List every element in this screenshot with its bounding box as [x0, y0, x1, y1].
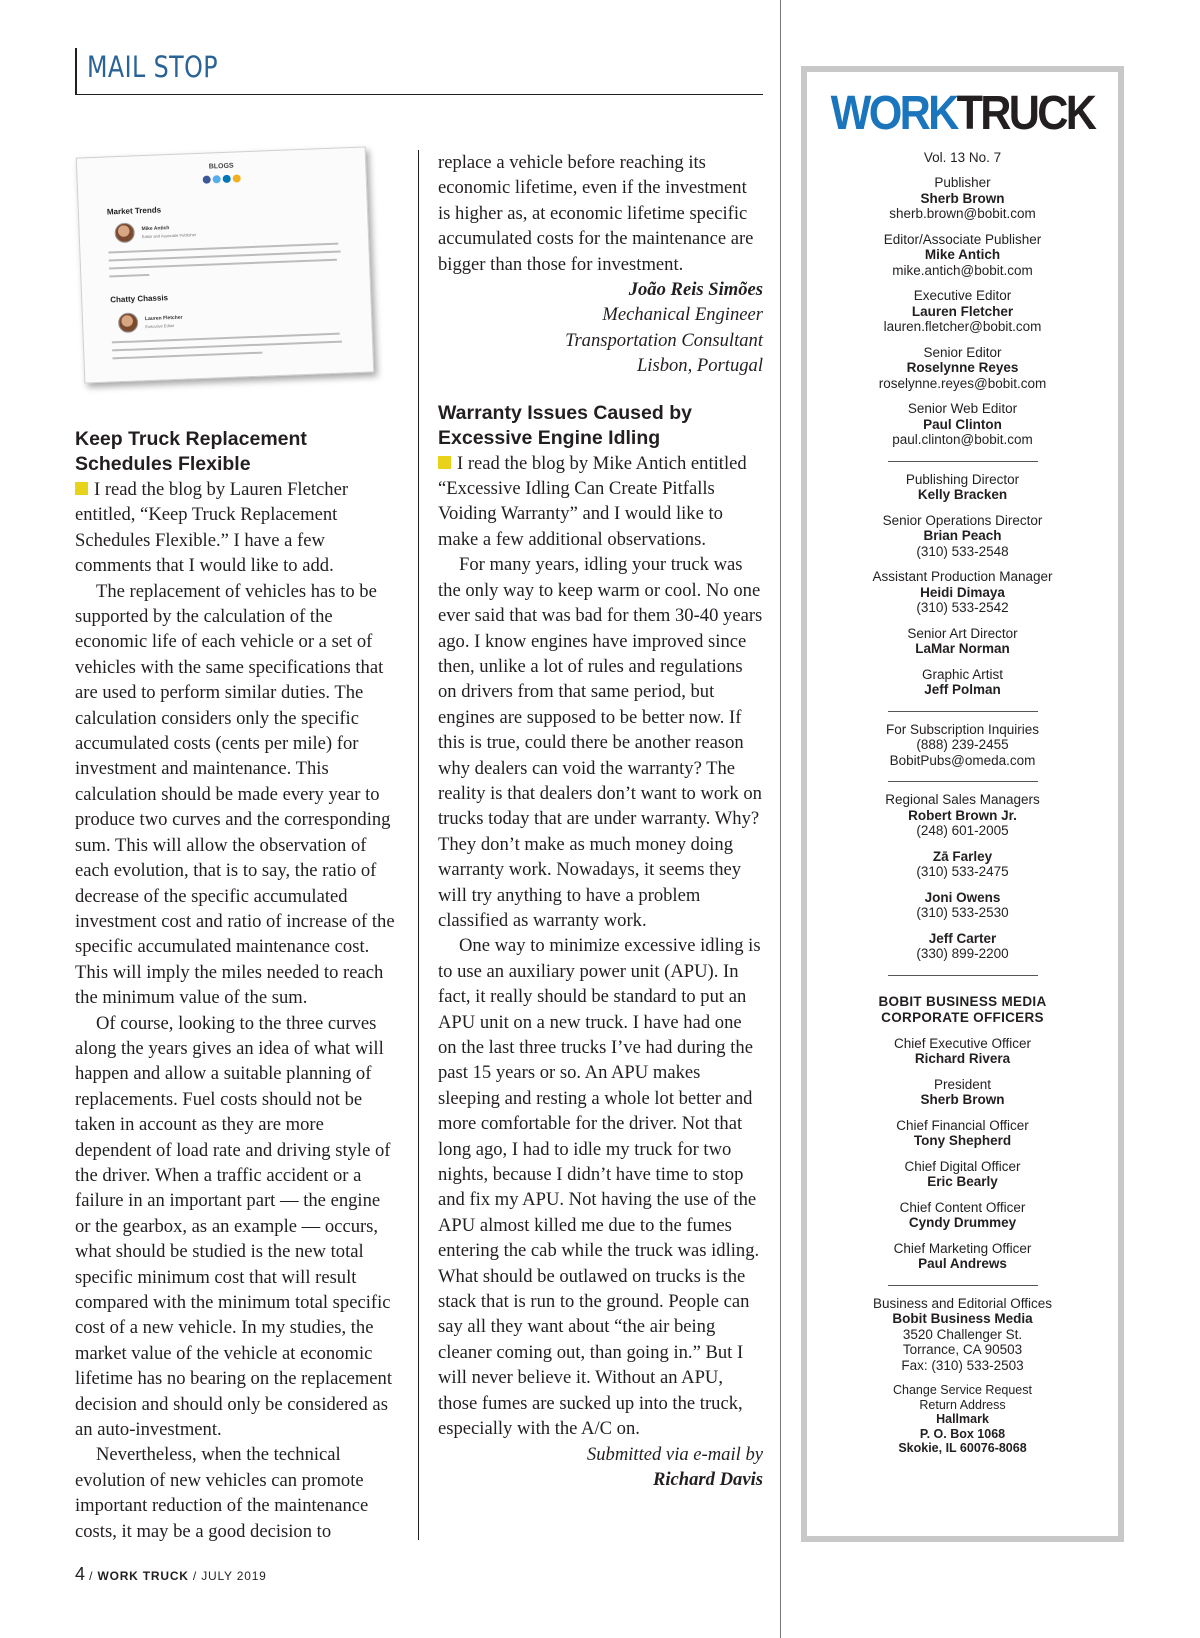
staff-entry: Senior Web Editor Paul Clinton paul.clinton@bobit.com: [892, 401, 1033, 447]
facebook-icon: [203, 175, 211, 183]
column-divider: [418, 150, 419, 1540]
subscription-info: For Subscription Inquiries (888) 239-2455 BobitPubs@omeda.com: [885, 721, 1040, 768]
staff-entry: Joni Owens (310) 533-2530: [916, 889, 1009, 920]
staff-entry: Chief Marketing Officer Paul Andrews: [893, 1240, 1032, 1271]
issue-date: JULY 2019: [201, 1569, 267, 1583]
staff-entry: Senior Art Director LaMar Norman: [907, 625, 1018, 656]
letter1-paragraph: Nevertheless, when the technical evolution of new vehicles can promote important reduction of the maintenance costs, it may be a good decision to: [75, 1444, 369, 1542]
thumb-blog1-author: Mike Antich: [141, 225, 170, 233]
staff-group-editorial: [807, 175, 1118, 448]
divider: [888, 975, 1038, 976]
thumb-blog2-title: Chatty Chassis: [110, 293, 169, 305]
staff-entry: Chief Content Officer Cyndy Drummey: [899, 1199, 1026, 1230]
linkedin-icon: [223, 175, 231, 183]
staff-entry: Senior Editor Roselynne Reyes roselynne.reyes@bobit.com: [878, 344, 1047, 391]
divider: [888, 711, 1038, 712]
divider: [888, 781, 1038, 782]
thumb-blog2-author: Lauren Fletcher: [144, 314, 183, 323]
staff-group-production: [807, 472, 1118, 698]
yellow-square-icon: [75, 482, 88, 495]
letter1-column: [75, 427, 397, 1544]
section-title: MAIL STOP: [87, 50, 218, 84]
letter1-signature: João Reis Simões Mechanical Engineer Transportation Consultant Lisbon, Portugal: [565, 279, 763, 377]
business-offices: Business and Editorial Offices Bobit Business Media 3520 Challenger St. Torrance, CA 90503 Fax: (310) 533-2503: [872, 1295, 1053, 1373]
staff-entry: Zā Farley (310) 533-2475: [916, 848, 1009, 879]
page-footer: 4 / WORK TRUCK / JULY 2019: [75, 1564, 267, 1584]
avatar: [118, 312, 139, 333]
header-accent-bar: [75, 48, 77, 94]
staff-entry: Assistant Production Manager Heidi Dimaya (310) 533-2542: [872, 569, 1053, 615]
staff-entry: Executive Editor Lauren Fletcher lauren.fletcher@bobit.com: [883, 288, 1042, 334]
text-line: [109, 274, 149, 278]
letter2-headline: Warranty Issues Caused by Excessive Engine Idling: [438, 401, 692, 449]
masthead-box: [801, 66, 1124, 1542]
blog-screenshot-thumbnail: [76, 147, 374, 384]
social-icons: [203, 174, 241, 183]
letter2-signature: Submitted via e-mail by Richard Davis: [586, 1443, 763, 1490]
sales-managers: [807, 792, 1118, 962]
letter1-paragraph: I read the blog by Lauren Fletcher entitled, “Keep Truck Replacement Schedules Flexible.” I have a few comments that I would like to add.: [75, 479, 349, 577]
corporate-officers: [807, 1036, 1118, 1272]
text-line: [112, 352, 262, 360]
text-line: [112, 341, 342, 352]
staff-entry: Regional Sales Managers Robert Brown Jr. (248) 601-2005: [885, 792, 1040, 838]
divider: [888, 461, 1038, 462]
staff-entry: Publishing Director Kelly Bracken: [905, 471, 1020, 502]
letter2-paragraph: I read the blog by Mike Antich entitled “Excessive Idling Can Create Pitfalls Voiding Warranty” and I would like to make a few additional observations.: [438, 452, 747, 550]
thumb-blog1-title: Market Trends: [106, 205, 162, 217]
divider: [888, 1285, 1038, 1286]
thumb-blog2-role: Executive Editor: [145, 322, 175, 330]
staff-entry: Jeff Carter (330) 899-2200: [916, 930, 1009, 961]
letter1-body: [75, 477, 397, 1544]
return-address: Change Service Request Return Address Hallmark P. O. Box 1068 Skokie, IL 60076-8068: [893, 1383, 1032, 1455]
page-number: 4: [75, 1564, 86, 1584]
volume-number: Vol. 13 No. 7: [923, 150, 1002, 165]
letter2-paragraph: For many years, idling your truck was the only way to keep warm or cool. No one ever said that was bad for them 30-40 years ago. I know engines have improved since then, unlike a lot of rules and regulations on drivers from that same period, but engines are supposed to be better now. If this is true, could there be another reason why dealers can void the warranty? The reality is that dealers don’t want to work on trucks today that are under warranty. Why? They don’t make as much money doing warranty work. Nowadays, it seems they will try anything to have a problem classified as warranty work.: [438, 554, 763, 931]
letter1-headline: Keep Truck Replacement Schedules Flexible: [75, 428, 307, 475]
thumb-blog1-role: Editor and Associate Publisher: [141, 232, 197, 240]
thumb-title: BLOGS: [208, 162, 234, 171]
staff-entry: President Sherb Brown: [920, 1076, 1005, 1107]
twitter-icon: [213, 175, 221, 183]
letter2-body: [438, 451, 763, 1493]
staff-entry: Chief Financial Officer Tony Shepherd: [896, 1117, 1029, 1148]
staff-entry: Editor/Associate Publisher Mike Antich mike.antich@bobit.com: [883, 231, 1042, 278]
avatar: [114, 222, 135, 243]
corporate-officers-heading: BOBIT BUSINESS MEDIA CORPORATE OFFICERS: [878, 993, 1047, 1025]
magazine-name: WORK TRUCK: [97, 1569, 189, 1583]
yellow-square-icon: [438, 456, 451, 469]
page-spine-line: [780, 0, 781, 1638]
letter1-paragraph: Of course, looking to the three curves along the years gives an idea of what will happen and allow a suitable planning of replacements. Fuel costs should not be taken in account as they are more dependent of load rate and driving style of the driver. When a traffic accident or a failure in an important part — the engine or the gearbox, as an example — occurs, what should be studied is the new total specific minimum cost that will result compared with the minimum total specific cost of a new vehicle. In my studies, the market value of the vehicle at economic lifetime has no bearing on the replacement decision and should only be considered as an auto-investment.: [75, 1012, 393, 1441]
text-line: [109, 259, 337, 270]
staff-entry: Senior Operations Director Brian Peach (310) 533-2548: [882, 512, 1043, 559]
rss-icon: [233, 174, 241, 182]
worktruck-logo: WORKTRUCK: [830, 87, 1095, 140]
staff-entry: Publisher Sherb Brown sherb.brown@bobit.com: [889, 175, 1036, 221]
letter2-paragraph: One way to minimize excessive idling is to use an auxiliary power unit (APU). In fact, it really should be standard to put an APU unit on a new truck. I have had one on the last three trucks I’ve had during the past 15 years or so. An APU makes sleeping and resting a whole lot better and more comfortable for the driver. Not that long ago, I had to idle my truck for two nights, because I didn’t have time to stop and fix my APU. Not having the use of the APU almost killed me due to the fumes entering the cab while the truck was idling. What should be outlawed on trucks is the stack that is run to the ground. People can say all they want about “the air being cleaner coming out, than going in.” But I will never believe it. Without an APU, those fumes are sucked up into the truck, especially with the A/C on.: [438, 935, 761, 1440]
letter1-continuation: replace a vehicle before reaching its economic lifetime, even if the investment is higher as, at economic lifetime specific accumulated costs for the maintenance are bigger than those for investment. João Reis Simões Mechanical Engineer Transportation Consultant Lisbon, Portugal: [438, 150, 763, 379]
letter1-paragraph: The replacement of vehicles has to be supported by the calculation of the economic life of each vehicle or a set of vehicles with the same specifications that are used to perform similar duties. The calculation considers only the specific accumulated costs (cents per mile) for investment and maintenance. This calculation should be made every year to produce two curves and the corresponding sum. This will allow the observation of each evolution, that is to say, the ratio of decrease of the specific accumulated investment cost and ratio of increase of the specific accumulated maintenance cost. This will imply the miles needed to reach the minimum value of the sum.: [75, 580, 395, 1009]
letter2-column: [438, 150, 763, 1492]
staff-entry: Chief Executive Officer Richard Rivera: [893, 1035, 1032, 1066]
staff-entry: Graphic Artist Jeff Polman: [921, 666, 1004, 697]
header-rule: [75, 94, 763, 95]
staff-entry: Chief Digital Officer Eric Bearly: [904, 1158, 1021, 1189]
